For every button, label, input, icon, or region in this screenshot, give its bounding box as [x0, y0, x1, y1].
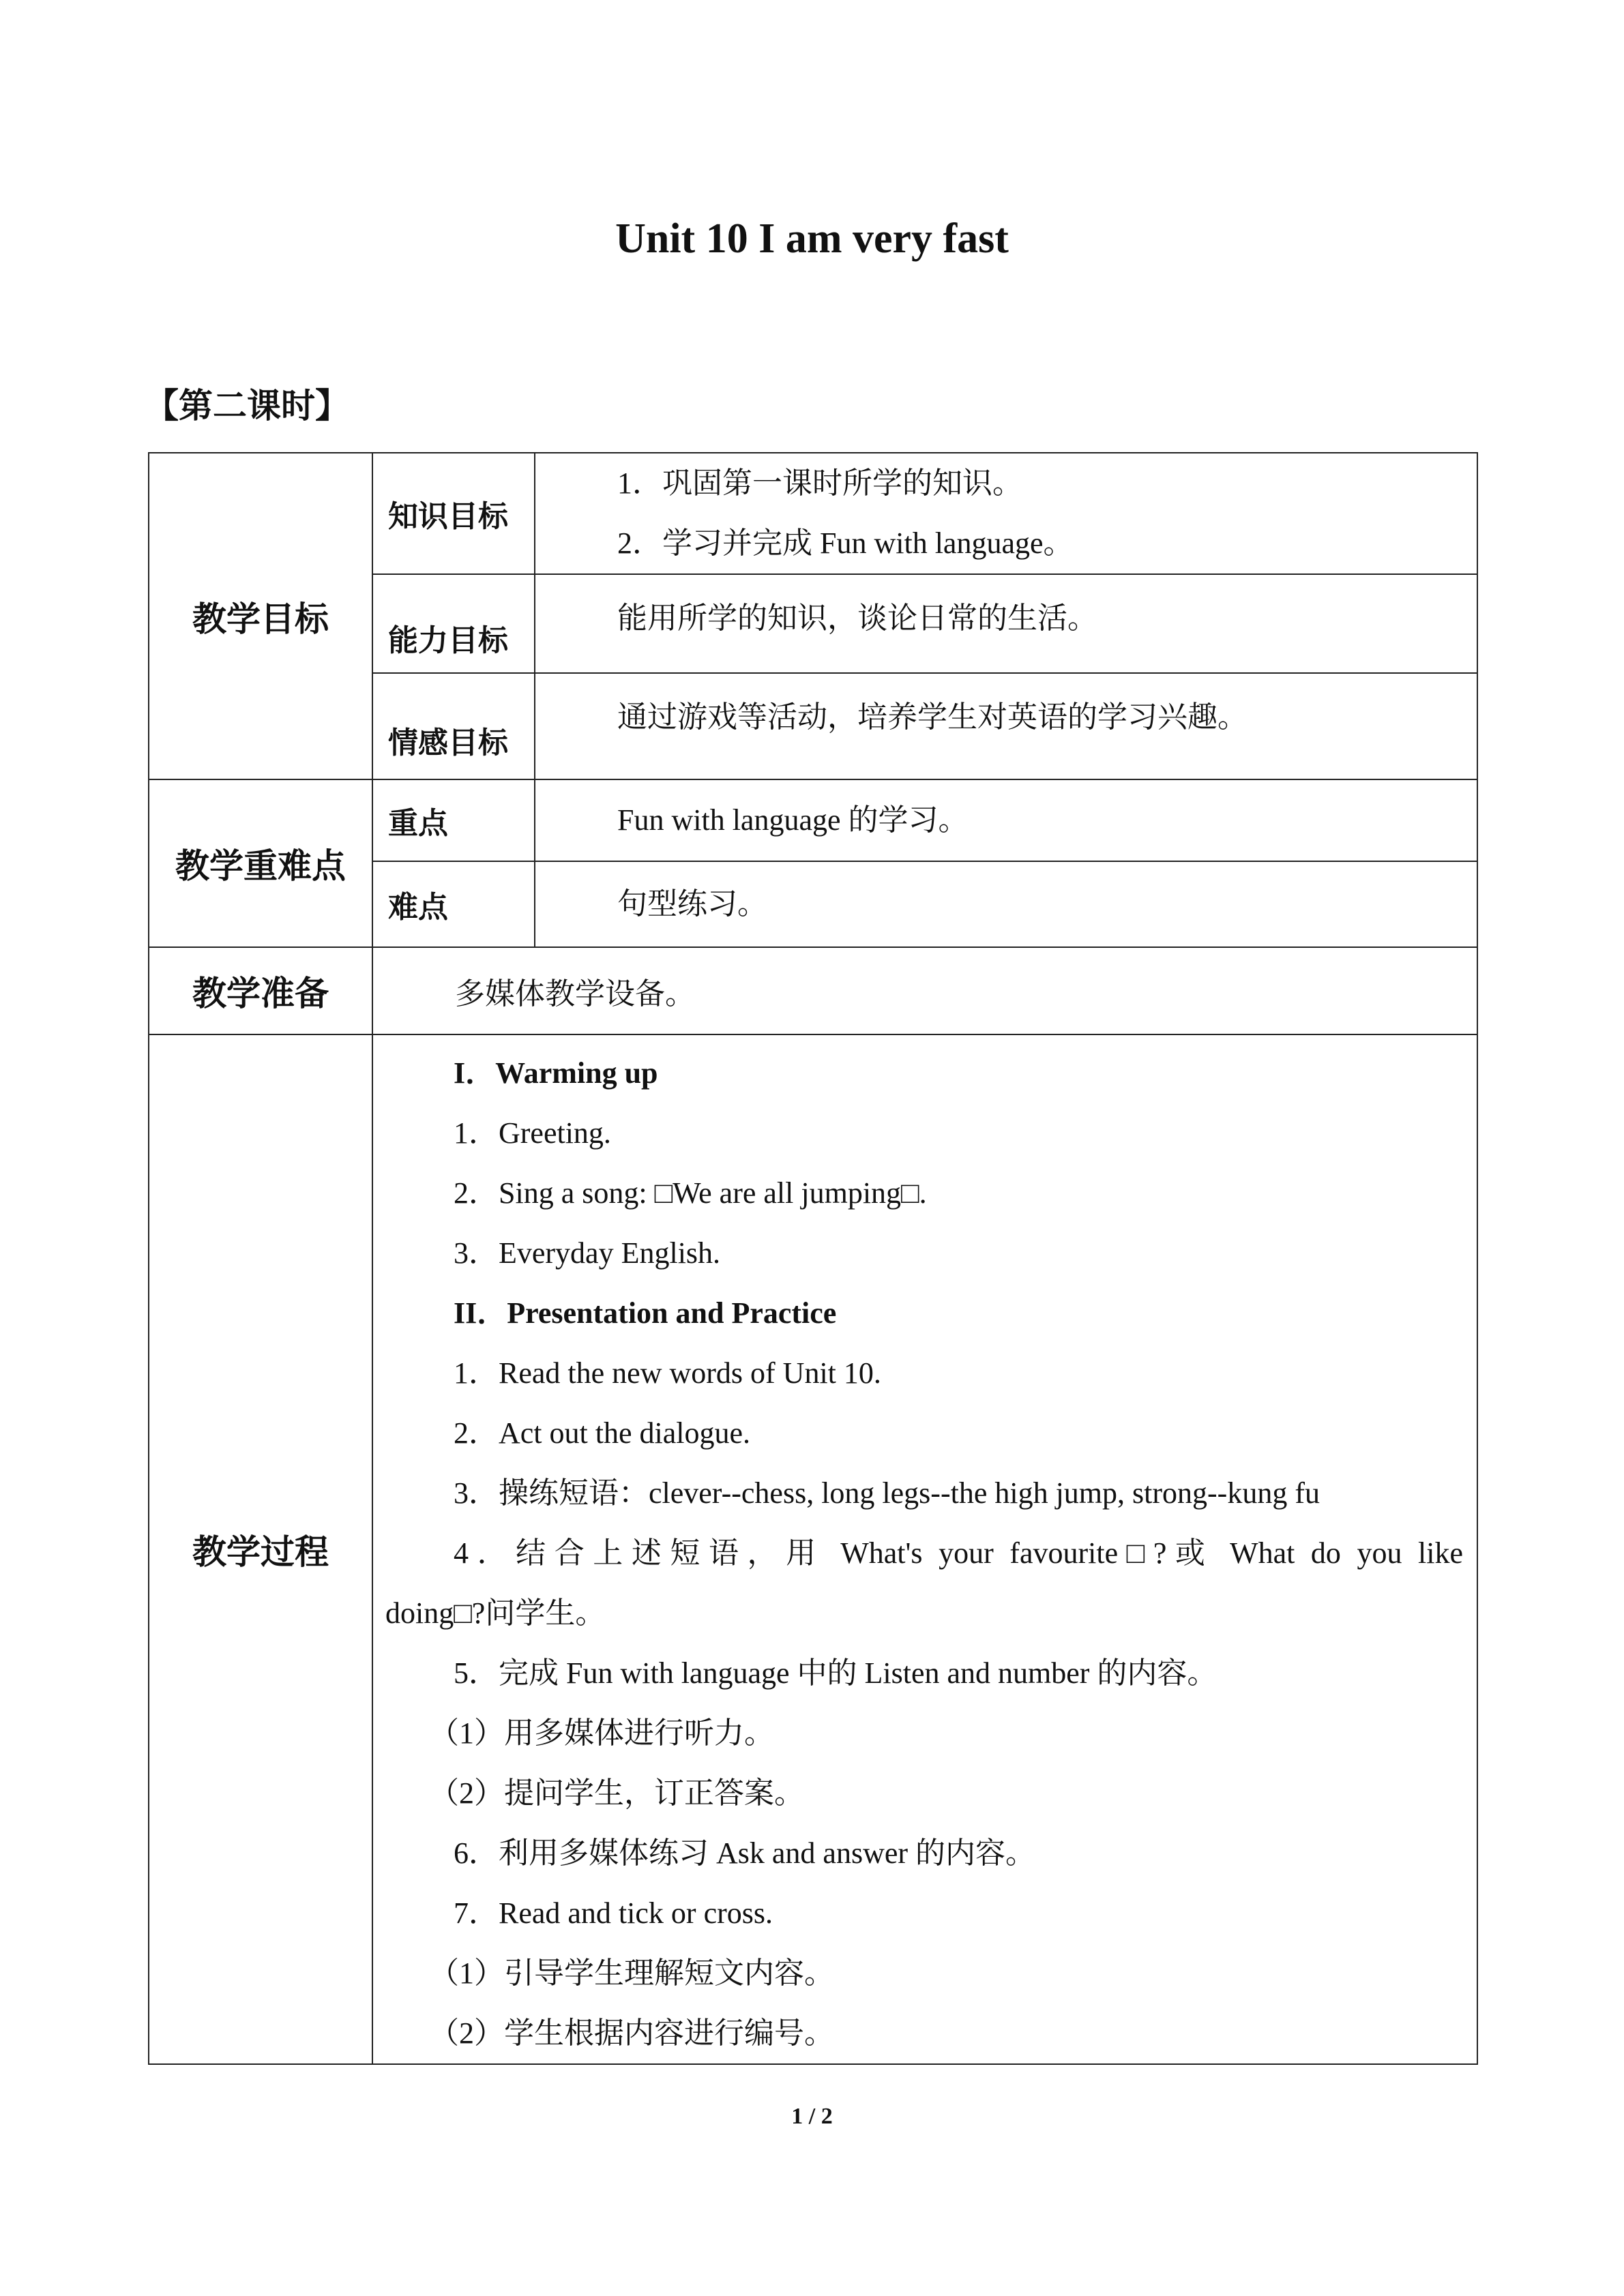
- difficulty-label: 难点: [372, 861, 535, 947]
- process-line: 7．Read and tick or cross.: [454, 1896, 773, 1930]
- table-row: [149, 1034, 1477, 2064]
- lesson-label: 【第二课时】: [145, 387, 349, 425]
- process-line: doing□?问学生。: [385, 1596, 606, 1630]
- process-line: I．Warming up: [454, 1056, 658, 1090]
- table-row: [149, 947, 1477, 1034]
- ability-label: 能力目标: [372, 574, 535, 673]
- process-category: 教学过程: [149, 1034, 372, 2064]
- focus-content: Fun with language 的学习。: [535, 779, 1477, 861]
- process-line: （1）引导学生理解短文内容。: [429, 1956, 834, 1990]
- page-title: Unit 10 I am very fast: [615, 215, 1009, 262]
- objectives-category: 教学目标: [149, 453, 372, 779]
- knowledge-item: 2．学习并完成 Fun with language。: [617, 526, 1074, 560]
- emotion-content: 通过游戏等活动，培养学生对英语的学习兴趣。: [535, 673, 1477, 779]
- process-line: （1）用多媒体进行听力。: [429, 1716, 774, 1750]
- preparation-category: 教学准备: [149, 947, 372, 1034]
- page-number: 1 / 2: [791, 2104, 833, 2129]
- process-line: （2）提问学生，订正答案。: [429, 1776, 804, 1810]
- process-content: [372, 1034, 1477, 2064]
- table-row: [149, 453, 1477, 574]
- process-line: 1．Read the new words of Unit 10.: [454, 1356, 881, 1390]
- process-line: 5．完成 Fun with language 中的 Listen and number 的内容。: [454, 1656, 1217, 1690]
- knowledge-item: 1．巩固第一课时所学的知识。: [617, 466, 1022, 500]
- key-points-category: 教学重难点: [149, 779, 372, 947]
- lesson-plan-table: [148, 452, 1478, 2065]
- emotion-label: 情感目标: [372, 673, 535, 779]
- process-line: 2．Act out the dialogue.: [454, 1416, 751, 1450]
- process-line: 1．Greeting.: [454, 1116, 611, 1150]
- knowledge-content: [535, 453, 1477, 574]
- knowledge-label: 知识目标: [372, 453, 535, 574]
- process-line: 3．操练短语：clever--chess, long legs--the high jump, strong--kung fu: [454, 1476, 1320, 1510]
- process-line: 6．利用多媒体练习 Ask and answer 的内容。: [454, 1836, 1036, 1870]
- process-line: 3．Everyday English.: [454, 1236, 721, 1270]
- process-line: II．Presentation and Practice: [454, 1296, 837, 1330]
- process-line: （2）学生根据内容进行编号。: [429, 2016, 834, 2050]
- table-row: [149, 779, 1477, 861]
- difficulty-content: 句型练习。: [535, 861, 1477, 947]
- ability-content: 能用所学的知识，谈论日常的生活。: [535, 574, 1477, 673]
- process-line: 2．Sing a song: □We are all jumping□.: [454, 1176, 927, 1210]
- preparation-content: 多媒体教学设备。: [372, 947, 1477, 1034]
- process-line: 4．结合上述短语，用 What's your favourite□?或 What do you like: [454, 1536, 1463, 1570]
- focus-label: 重点: [372, 779, 535, 861]
